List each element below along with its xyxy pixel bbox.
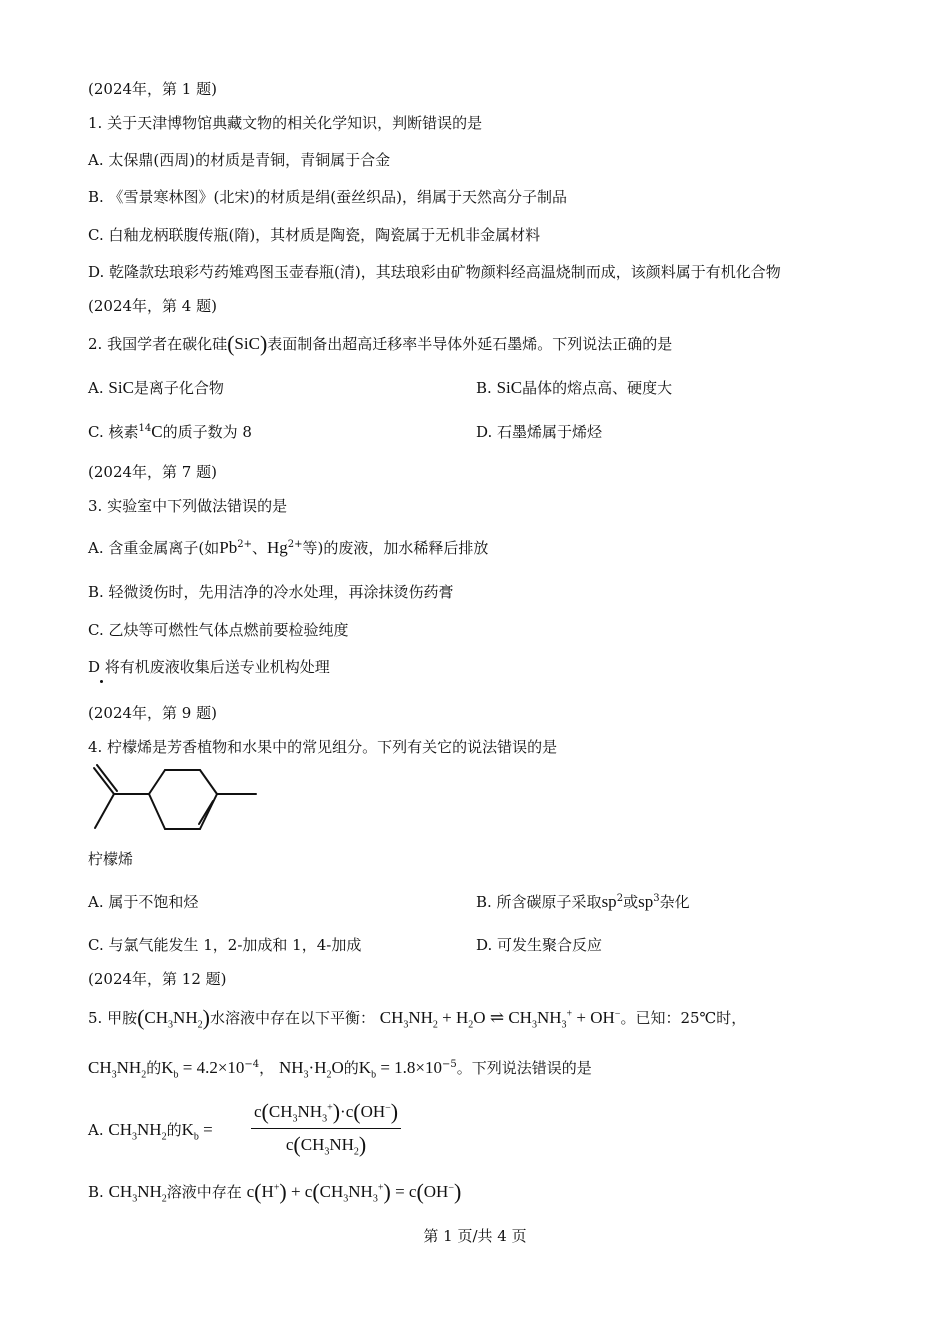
- q2-option-b: B. SiC晶体的熔点高、硬度大: [476, 378, 673, 397]
- q3-source: (2024年，第 7 题): [88, 463, 217, 481]
- page-footer: 第 1 页/共 4 页: [423, 1227, 527, 1245]
- q5-kb-line: $CH_3NH_2$的$K_b = 4.2\times 10^{-4}$， $NH_3\cdot H_2O$的$K_b = 1.8\times 10^{-5}$。下列说法错误的是: [88, 1058, 592, 1081]
- stray-dot: [100, 680, 103, 683]
- q4-option-d: D. 可发生聚合反应: [476, 936, 603, 954]
- q5-kb-fraction: $\frac{c(CH_3NH_3^+)\cdot c(OH^-)}{c(CH_3NH_2)}$: [251, 1099, 401, 1158]
- q1-option-d: D. 乾隆款珐琅彩芍药雉鸡图玉壶春瓶(清)，其珐琅彩由矿物颜料经高温烧制而成，该颜料属于有机化合物: [88, 263, 781, 281]
- q2-option-a: A. SiC是离子化合物: [88, 378, 224, 397]
- q3-option-b: B. 轻微烫伤时，先用洁净的冷水处理，再涂抹烫伤药膏: [88, 583, 454, 601]
- q2-option-c: C. 核素$^{14}$C的质子数为 8: [88, 422, 252, 441]
- q3-stem: 3. 实验室中下列做法错误的是: [88, 497, 288, 515]
- q4-source: (2024年，第 9 题): [88, 704, 217, 722]
- q4-option-a: A. 属于不饱和烃: [88, 893, 199, 911]
- q4-stem: 4. 柠檬烯是芳香植物和水果中的常见组分。下列有关它的说法错误的是: [88, 738, 558, 756]
- q5-option-b: B. $CH_3NH_2$溶液中存在 $c(H^+) + c(CH_3NH_3^+) = c(OH^-)$: [88, 1179, 462, 1205]
- limonene-structure: [86, 764, 266, 836]
- q3-option-a: A. 含重金属离子(如$Pb^{2+}$、$Hg^{2+}$等)的废液，加水稀释后排放: [88, 538, 489, 557]
- q5-source: (2024年，第 12 题): [88, 970, 227, 988]
- q1-stem: 1. 关于天津博物馆典藏文物的相关化学知识，判断错误的是: [88, 114, 483, 132]
- q5-stem: 5. 甲胺$(CH_3NH_2)$水溶液中存在以下平衡： $CH_3NH_2 + H_2O$ ⇌ $CH_3NH_3^+ + OH^-$。已知：25℃时，: [88, 1005, 747, 1031]
- q4-option-b: B. 所含碳原子采取$sp^2$或$sp^3$杂化: [476, 892, 690, 911]
- q3-option-d: D 将有机废液收集后送专业机构处理: [88, 658, 330, 676]
- q4-caption: 柠檬烯: [88, 850, 134, 868]
- q5-option-a: A. $CH_3NH_2$的$K_b$ =: [88, 1120, 213, 1143]
- q1-option-c: C. 白釉龙柄联腹传瓶(隋)，其材质是陶瓷，陶瓷属于无机非金属材料: [88, 226, 541, 244]
- q1-source: (2024年，第 1 题): [88, 80, 217, 98]
- q2-source: (2024年，第 4 题): [88, 297, 217, 315]
- q4-option-c: C. 与氯气能发生 1，2-加成和 1，4-加成: [88, 936, 362, 954]
- q1-option-b: B. 《雪景寒林图》(北宋)的材质是绢(蚕丝织品)，绢属于天然高分子制品: [88, 188, 567, 206]
- q3-option-c: C. 乙炔等可燃性气体点燃前要检验纯度: [88, 621, 349, 639]
- q2-option-d: D. 石墨烯属于烯烃: [476, 423, 603, 441]
- q1-option-a: A. 太保鼎(西周)的材质是青铜，青铜属于合金: [88, 151, 391, 169]
- q2-stem: 2. 我国学者在碳化硅(SiC)表面制备出超高迁移率半导体外延石墨烯。下列说法正确的是: [88, 331, 673, 356]
